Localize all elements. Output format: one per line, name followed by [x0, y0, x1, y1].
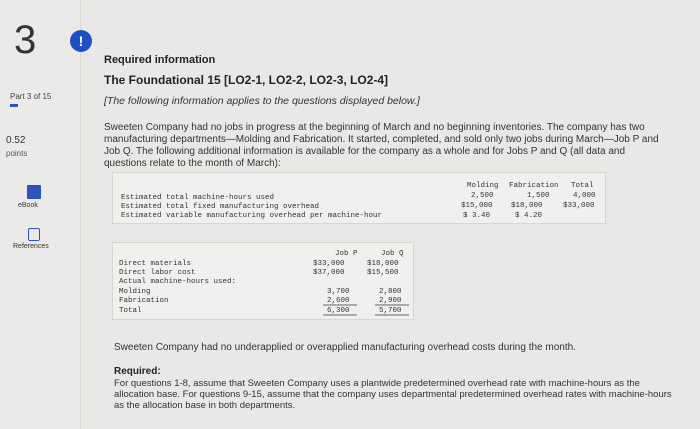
references-label[interactable]: References [13, 243, 49, 250]
ebook-label[interactable]: eBook [18, 202, 38, 209]
jobs-table-svg [113, 243, 413, 319]
estimates-table [112, 172, 606, 224]
jobs-table [112, 242, 414, 320]
required-info-heading: Required information [104, 54, 216, 66]
col-header-job-q: Job Q [381, 250, 404, 258]
cell-value: $18,000 [511, 202, 543, 210]
row-label: Estimated total machine-hours used [121, 194, 275, 202]
col-header-fabrication: Fabrication [509, 182, 559, 190]
row-label: Molding [119, 288, 151, 296]
col-header-molding: Molding [467, 182, 499, 190]
col-header-total: Total [571, 182, 594, 190]
cell-value: 2,600 [327, 297, 350, 305]
instruction-note: [The following information applies to the questions displayed below.] [104, 95, 420, 107]
cell-value: $33,000 [313, 260, 345, 268]
points-label: points [6, 149, 28, 158]
cell-value: 4,000 [573, 192, 596, 200]
alert-icon: ! [70, 30, 92, 52]
problem-description: Sweeten Company had no jobs in progress at the beginning of March and no beginning inventories. The company has two manufacturing departments—Molding and Fabrication. It started, completed, and sold only two jobs during March—Job P and Job Q. The following additional information is available for the company as a whole and for Jobs P and Q (all data and questions relate to the month of March): [104, 122, 659, 169]
part-indicator: Part 3 of 15 [10, 92, 52, 101]
cell-value: 2,800 [379, 288, 402, 296]
points-value: 0.52 [6, 135, 26, 146]
required-label: Required: [114, 366, 161, 377]
cell-value: $37,000 [313, 269, 345, 277]
col-header-job-p: Job P [335, 250, 358, 258]
cell-value: $15,500 [367, 269, 399, 277]
references-icon[interactable] [28, 228, 40, 241]
row-label: Estimated variable manufacturing overhead per machine-hour [121, 212, 383, 220]
cell-value: $18,000 [367, 260, 399, 268]
question-number: 3 [14, 18, 37, 62]
row-label: Direct materials [119, 260, 192, 268]
required-instructions: For questions 1-8, assume that Sweeten Company uses a plantwide predetermined overhead rate with machine-hours as the allocation base. For questions 9-15, assume that the company uses departmental predetermined overhead rates with machine-hours as the allocation base in both departments. [114, 378, 672, 411]
cell-value: $15,000 [461, 202, 493, 210]
row-label: Total [119, 307, 142, 315]
sidebar [0, 0, 81, 429]
part-progress-bar [10, 104, 18, 107]
row-label: Estimated total fixed manufacturing overhead [121, 203, 320, 211]
cell-value: $ 3.40 [463, 212, 491, 220]
problem-title: The Foundational 15 [LO2-1, LO2-2, LO2-3, LO2-4] [104, 73, 389, 87]
estimates-table-svg [113, 173, 605, 223]
row-label: Direct labor cost [119, 269, 196, 277]
row-label: Fabrication [119, 297, 169, 305]
overhead-statement: Sweeten Company had no underapplied or overapplied manufacturing overhead costs during the month. [114, 342, 576, 353]
cell-value: 2,500 [471, 192, 494, 200]
cell-value: 5,700 [379, 307, 402, 315]
cell-value: $33,000 [563, 202, 595, 210]
cell-value: 3,700 [327, 288, 350, 296]
cell-value: 2,900 [379, 297, 402, 305]
row-label: Actual machine-hours used: [119, 278, 237, 286]
ebook-icon[interactable] [27, 185, 41, 199]
cell-value: 1,500 [527, 192, 550, 200]
cell-value: 6,300 [327, 307, 350, 315]
cell-value: $ 4.20 [515, 212, 543, 220]
